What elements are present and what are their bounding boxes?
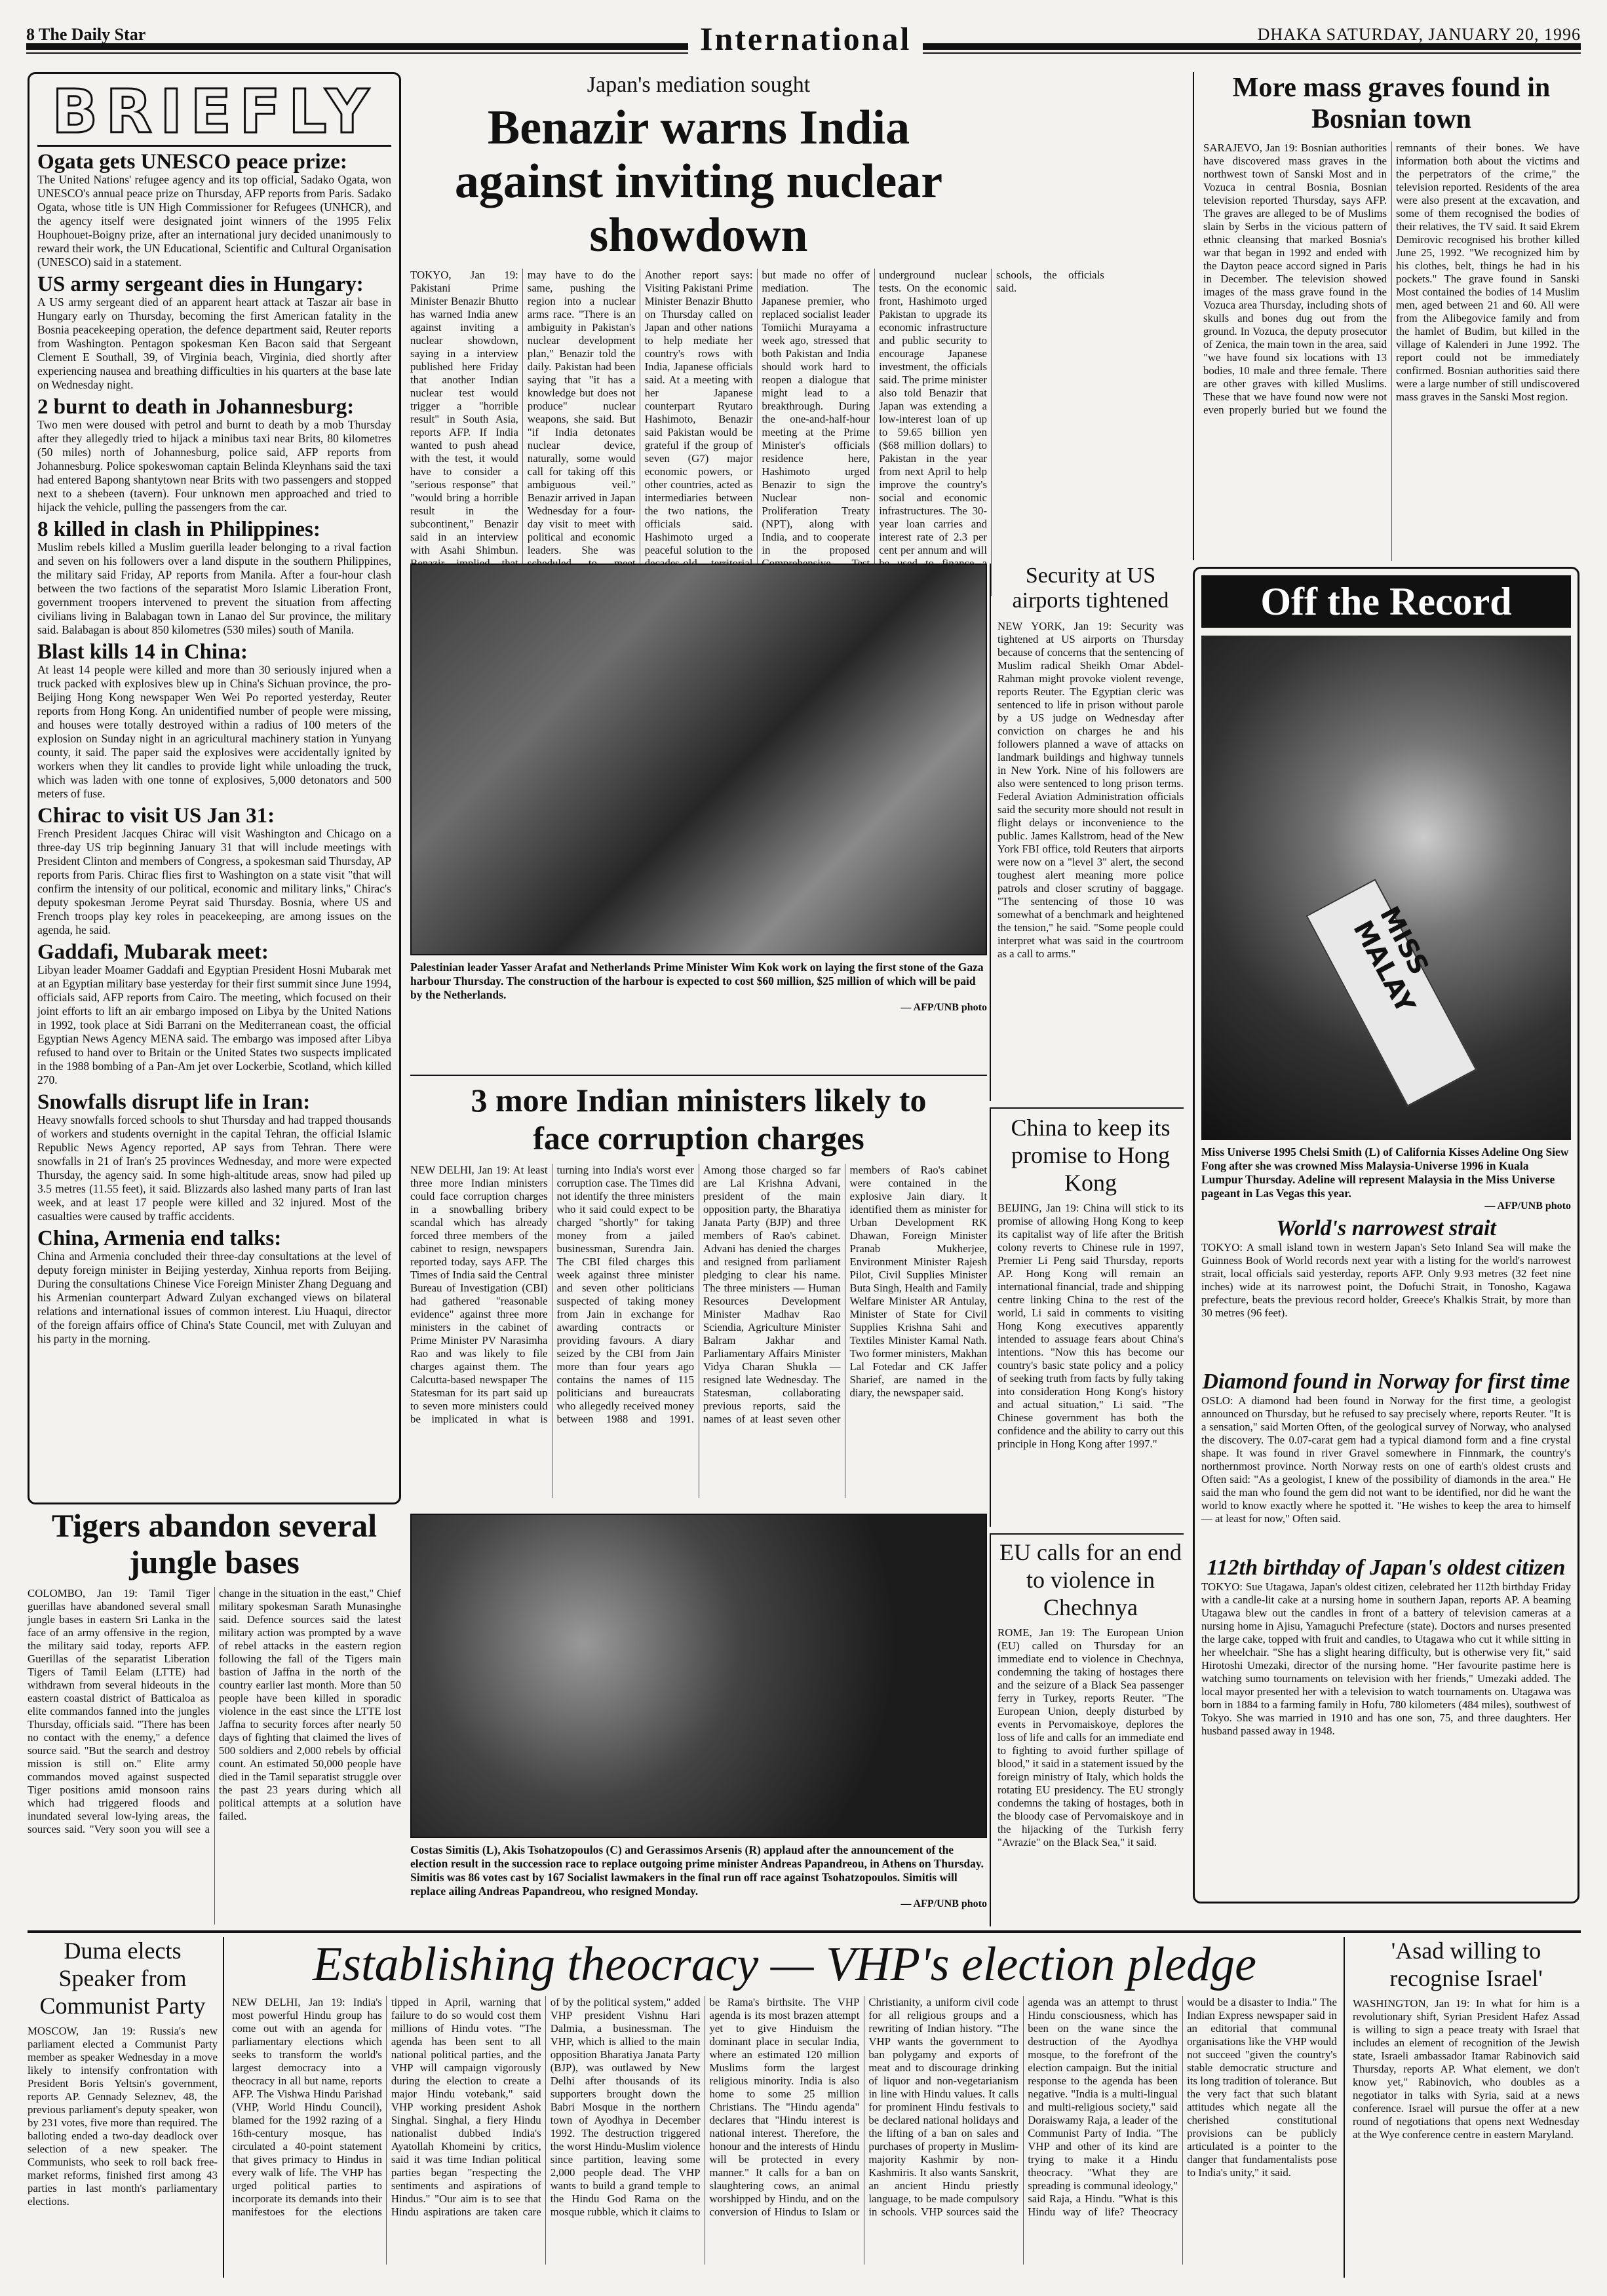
briefly-item-headline: China, Armenia end talks: — [37, 1227, 282, 1250]
citizen-body: TOKYO: Sue Utagawa, Japan's oldest citizen, celebrated her 112th birthday Friday with a candle-lit cake at a nursing home in southern Japan, reports AP. A beaming Utagawa blew out the candles in front of a battery of television cameras at a nursing home in Ajisu, Yamaguchi Prefecture (state). Doctors and nurses presented the large cake, topped with fruit and candles, to Utagawa who cut it while sitting in her wheelchair. "She has a slight hearing difficulty, but is otherwise very fit," said Hirotoshi Umezaki, director of the nursing home. "Her favourite pastime here is watching sumo tournaments on television with her friends," Umezaki added. The local mayor presented her with a television to watch tournaments on. Utagawa was born in 1884 to a farming family in Hofu, 780 kilometers (484 miles), southwest of Tokyo. She was married in 1910 and has one son, 75, and three daughters. Her husband passed away in 1948. — [1201, 1580, 1571, 1737]
miss-universe-credit: — AFP/UNB photo — [1484, 1200, 1571, 1212]
hongkong-headline: China to keep its promise to Hong Kong — [1011, 1115, 1171, 1196]
briefly-item-body: Heavy snowfalls forced schools to shut Thursday and had trapped thousands of workers and students overnight in the capital Tehran, the official Islamic Republic News Agency reported, AP says from Tehran. There were snowfalls in 21 of Iran's 25 provinces Wednesday, and more were expected Thursday, the agency said. In some high-altitude areas, snow had piled up 3.5 metres (11.55 feet), it said. Blizzards also lashed many parts of Iran last week, and at least 17 people were killed and 32 injured. Most of the casualties were caused by traffic accidents. — [37, 1113, 391, 1223]
chechnya-story — [990, 1533, 1184, 1926]
greece-photo — [410, 1514, 987, 1838]
strait-body: TOKYO: A small island town in western Japan's Seto Inland Sea will make the Guinness Book of World records next year with a listing for the world's narrowest strait, local officials said yesterday, reports AFP. Only 9.93 metres (32 feet nine inches) wide at its narrowest point, the Dofuchi Strait, in Tonosho, Kagawa prefecture, beats the previous record holder, Greece's Khalkis Strait, by more than 30 metres (96 feet). — [1201, 1241, 1571, 1319]
graves-body: SARAJEVO, Jan 19: Bosnian authorities have discovered mass graves in the northwest town of Sanski Most and in Vozuca in central Bosnia, Bosnian television reported Thursday, says AFP. The graves are alleged to be of Muslims slain by Serbs in the vicious pattern of ethnic cleansing that marked Bosnia's war that began in 1992 and ended with the Dayton peace accord signed in Paris in December. The television showed images of the mass grave found in the Vozuca area Thursday, including shots of skulls and bones dug out from the ground. In Vozuca, the deputy prosecutor of Zenica, the main town in the area, said "we have found six locations with 13 bodies, 10 male and three female. There are other graves with killed Muslims. These that we have found now were not even properly buried but we found the remnants of their bones. We have information both about the victims and the perpetrators of the crime," the television reported. Residents of the area were also present at the excavation, and some of them recognised the bodies of their relatives, the TV said. It said Ekrem Demirovic recognised his brother killed June 25, 1992. "We recognized him by his clothes, belt, things he had in his pockets." The grave found in Sanski Most contained the bodies of 14 Muslim men, aged between 21 and 60. All were from the Alibegovice family and from the hamlet of Budim, but killed in the village of Kalenderi in June 1992. The report could not be immediately confirmed. Bosnian authorities said there were a large number of still undiscovered mass graves in the Sanski Most region. — [1203, 142, 1579, 416]
security-story — [990, 564, 1184, 1101]
briefly-items — [37, 151, 391, 1494]
off-record-box — [1193, 567, 1579, 1904]
duma-story — [28, 1937, 218, 2278]
off-record-title: Off the Record — [1201, 575, 1571, 628]
graves-story — [1193, 72, 1579, 560]
strait-headline: World's narrowest strait — [1276, 1216, 1496, 1240]
briefly-item-headline: Ogata gets UNESCO peace prize: — [37, 150, 347, 174]
diamond-body: OSLO: A diamond had been found in Norway for the first time, a geologist announced on Thursday, but he refused to say precisely where, reports Reuter. "It is a sensation," said Morten Often, of the geological survey of Norway, who analysed the discovery. The 0.07-carat gem had a typical diamond form and a fine crystal shape. It was found in river Gravel somewhere in Finnmark, the country's northernmost province. North Norway rests on one of earth's oldest crusts and Often said: "As a geologist, I knew of the possibility of diamonds in the area." He said the man who found the gem did not want to be identified, nor did he want the world to know exactly where he spotted it. "He wishes to keep the area to himself — at least for now," Often said. — [1201, 1394, 1571, 1525]
greece-credit: — AFP/UNB photo — [900, 1898, 987, 1909]
duma-body: MOSCOW, Jan 19: Russia's new parliament elected a Communist Party member as speaker Wednesday in a move likely to intensify confrontation with President Boris Yeltsin's government, reports AP. Gennady Seleznev, 48, the previous parliament's deputy speaker, won by 231 votes, five more than required. The balloting ended a two-day deadlock over selection of a new speaker. The Communists, who seek to roll back free-market reforms, finished first among 43 parties in last month's parliamentary elections. — [28, 2025, 218, 2208]
graves-headline: More mass graves found in Bosnian town — [1232, 73, 1551, 134]
briefly-box — [28, 72, 401, 1504]
briefly-title: BRIEFLY — [37, 79, 391, 147]
briefly-item-body: China and Armenia concluded their three-day consultations at the level of deputy foreign minister in Beijing yesterday, Xinhua reports from Beijing. During the consultations Chinese Vice Foreign Minister Zhang Deguang and his Armenian counterpart Adward Zulyan exchanged views on bilateral relations and international issues of common interest. Liu Huaqui, director of the foreign affairs office of China's State Council, met with Zuluyan and his party in the morning. — [37, 1250, 391, 1345]
ministers-headline: 3 more Indian ministers likely to face corruption charges — [471, 1082, 927, 1157]
citizen-headline: 112th birthday of Japan's oldest citizen — [1207, 1556, 1566, 1580]
benazir-body: TOKYO, Jan 19: Pakistani Prime Minister Benazir Bhutto has warned India anew against inviting a nuclear showdown, saying in a interview published here Friday that another Indian nuclear test would trigger a "horrible result" in South Asia, reports AFP. If India wanted to push ahead with the test, it would have to consider a "serious response" that "would bring a horrible result in the subcontinent," Benazir said in an interview with Asahi Shimbun. may have to do the same, pushing the region into a nuclear arms race. "There is an ambiguity in Pakistan's nuclear development plan," Benazir told the daily. Pakistan had been saying that "it has a knowledge but does not produce" nuclear weapons, she said. But "if India detonates nuclear device, naturally, some would call for taking off this ambiguous veil." Benazir arrived in Japan Wednesday for a four-day visit to meet with political and economic leaders. She was Another report says: Visiting Pakistani Prime Minister Benazir Bhutto on Thursday called on Japan and other nations to help mediate her country's rows with India, Japanese officials said. At a meeting with her Japanese counterpart Ryutaro Hashimoto, Benazir said Pakistan would be grateful if the group of seven (G7) major economic powers, or other countries, acted as intermediaries between the two nations, the officials said. Hashimoto urged a peaceful solution to the but made no offer of mediation. The Japanese premier, who replaced socialist leader Tomiichi Murayama a week ago, stressed that both Pakistan and India should work hard to reopen a dialogue that might lead to a breakthrough. During the one-and-half-hour meeting at the Prime Minister's officials residence here, Hashimoto urged Benazir to sign the Nuclear non-Proliferation Treaty (NPT), along with India, and to cooperate in the proposed underground nuclear tests. On the economic front, Hashimoto urged Pakistan to upgrade its economic infrastructure and public security to encourage Japanese investment, the officials said. The prime minister also told Benazir that Japan was extending a low-interest loan of up to 59.65 billion yen ($68 million dollars) to Pakistan in the year from next April to help improve the country's social and economic infrastructures. The 30-year loan carries and interest rate of 2.3 per cent per annum and will schools, the officials said. — [410, 269, 1104, 556]
briefly-item-body: French President Jacques Chirac will visit Washington and Chicago on a three-day US trip beginning January 31 that will include meetings with President Clinton and members of Congress, a spokesman said Thursday, AP reports from Paris. Chirac flies first to Washington on a state visit "that will confirm the intensity of our political, economic and military links," Chirac's deputy spokesman Jerome Peyrat said Thursday. Bosnia, where US and French troops play key roles in peacekeeping, are among issues on the agenda, he said. — [37, 827, 391, 936]
duma-headline: Duma elects Speaker from Communist Party — [39, 1938, 206, 2019]
briefly-item-headline: 8 killed in clash in Philippines: — [37, 518, 320, 541]
briefly-item-headline: Snowfalls disrupt life in Iran: — [37, 1090, 311, 1114]
chechnya-body: ROME, Jan 19: The European Union (EU) called on Thursday for an immediate end to violence in Chechnya, condemning the taking of hostages there and the seizure of a Black Sea passenger ferry in Turkey, reports Reuter. "The European Union, deeply disturbed by events in Pervomaiskoye, deplores the loss of life and calls for an immediate end to fighting to avoid further spillage of blood," it said in a statement issued by the foreign ministry of Italy, which holds the rotating EU presidency. The EU strongly condemns the taking of hostages, both in the bloody case of Pervomaiskoye and in the hijacking of the Turkish ferry "Avrazie" on the Black Sea," it said. — [997, 1626, 1184, 1848]
briefly-item-body: Muslim rebels killed a Muslim guerilla leader belonging to a rival faction and seven on his followers over a land dispute in the southern Philippines, the military said Friday, AP reports from Manila. After a four-hour clash between the two factions of the separatist Moro Islamic Liberation Front, government troopers intervened to prevent the situation from affecting civilians living in Balabagan town in Lanao del Sur province, the military said. Balabagan is about 850 kilometres (530 miles) south of Manila. — [37, 541, 391, 636]
briefly-item-headline: Chirac to visit US Jan 31: — [37, 804, 275, 828]
asad-body: WASHINGTON, Jan 19: In what for him is a revolutionary shift, Syrian President Hafez Assad is willing to sign a peace treaty with Israel that includes an element of recognition of the Jewish state, Israeli ambassador Itamar Rabinovich said Thursday, reports AP. What element, we don't know yet," Rabinovich, who doubles as a negotiator in talks with Syria, said at a news conference. Israel will pursue the offer at a new round of negotiations that opens next Wednesday at the Wye conference centre in eastern Maryland. — [1353, 1997, 1579, 2141]
briefly-item-body: A US army sergeant died of an apparent heart attack at Taszar air base in Hungary early on Thursday, becoming the first American fatality in the Bosnia peacekeeping operation, the defence department said, Reuter reports from Washington. Pentagon spokesman Ken Bacon said that Sergeant Clement E Southall, 39, of Virginia beach, Virginia, died shortly after experiencing nausea and breathing difficulties in his quarters at the base late on Wednesday night. — [37, 296, 391, 391]
section-title: International — [688, 20, 923, 58]
bottom-divider — [28, 1930, 1581, 1933]
security-headline: Security at US airports tightened — [1012, 564, 1169, 613]
benazir-story — [410, 72, 1104, 557]
miss-universe-photo — [1201, 636, 1571, 1140]
vhp-headline: Establishing theocracy — VHP's election pledge — [312, 1938, 1256, 1991]
briefly-item-body: Two men were doused with petrol and burnt to death by a mob Thursday after they allegedly tried to hijack a minibus taxi near Brits, 80 kilometres (50 miles) north of Johannesburg, police said, AFP reports from Johannesburg. Police spokeswoman captain Belinda Kleynhans said the taxi had entered Bapong shantytown near Brits with two passengers and stopped next to a shebeen (tavern). Four unknown men approached and tried to hijack the vehicle, pulling the passengers from the car. — [37, 418, 391, 514]
chechnya-headline: EU calls for an end to violence in Chechnya — [999, 1539, 1182, 1620]
ministers-body: NEW DELHI, Jan 19: At least three more Indian ministers could face corruption charges in a snowballing bribery scandal which has already forced three members of the cabinet to resign, newspapers reported today, says AFP. The Times of India said the Central Bureau of Investigation (CBI) had gathered "reasonable evidence" against three more ministers in the cabinet of Prime Minister PV Narasimha Rao and was likely to file charges against them. The Calcutta-based newspaper The Statesman for its part said up to seven more ministers could be implicated in what is turning into India's worst ever corruption case. The Times did not identify the three ministers who it said could expect to be charged "shortly" for taking money from a jailed businessman, Surendra Jain. The CBI filed charges this week against three minister and seven other politicians suspected of taking money from Jain in exchange for awarding contracts or providing favours. A diary seized by the CBI from Jain more than four years ago contains the names of 115 politicians and bureaucrats who allegedly received money between 1988 and 1991. Among those charged so far are Lal Krishna Advani, president of the main opposition party, the Bharatiya Janata Party (BJP) and three members of Rao's cabinet. Advani has denied the charges and resigned from parliament pledging to clear his name. The three ministers — Human Resources Development Minister Madhav Rao Sciendia, Agriculture Minister Balram Jakhar and Parliamentary Affairs Minister Vidya Charan Shukla — resigned late Wednesday. The Statesman, collaborating previous reports, said the names of at least seven other members of Rao's cabinet were contained in the explosive Jain diary. It identified them as minister for Urban Development RK Dhawan, Foreign Minister Pranab Mukherjee, Environment Minister Rajesh Pilot, Civil Supplies Minister Buta Singh, Health and Family Welfare Minister AR Antulay, Minister of State for Civil Supplies Krishna Sahi and Textiles Minister Kamal Nath. Two former ministers, Makhan Lal Fotedar and CK Jaffer Sharief, are named in the diary, the newspaper said. — [410, 1164, 987, 1425]
miss-universe-caption: Miss Universe 1995 Chelsi Smith (L) of California Kisses Adeline Ong Siew Fong after she was crowned Miss Malaysia-Universe 1996 in Kuala Lumpur Thursday. Adeline will represent Malaysia in the Miss Universe pageant in Las Vegas this year. — [1201, 1145, 1569, 1200]
briefly-item-headline: 2 burnt to death in Johannesburg: — [37, 395, 355, 419]
benazir-kicker: Japan's mediation sought — [587, 73, 811, 97]
page-label: 8 The Daily Star — [26, 25, 146, 44]
vhp-story — [223, 1937, 1337, 2278]
arafat-caption: Palestinian leader Yasser Arafat and Netherlands Prime Minister Wim Kok work on laying the first stone of the Gaza harbour Thursday. The construction of the harbour is expected to cost $60 million, $25 million of which will be paid by the Netherlands. — [410, 961, 984, 1001]
briefly-item-body: Libyan leader Moamer Gaddafi and Egyptian President Hosni Mubarak met at an Egyptian military base yesterday for their first summit since June 1994, officials said, AFP reports from Cairo. The meeting, which focused on their joint efforts to lift an air embargo imposed on Libya by the United Nations in 1992, took place at Sidi Barrani on the Mediterranean coast, the official Egyptian News Agency MENA said. The embargo was imposed after Libya refused to hand over to Britain or the United States two suspects implicated in the 1988 bombing of a Pan-Am jet over Lockerbie, Scotland, which killed 270. — [37, 963, 391, 1086]
greece-caption: Costas Simitis (L), Akis Tsohatzopoulos (C) and Gerassimos Arsenis (R) applaud after the announcement of the election result in the succession race to replace outgoing prime minister Andreas Papandreou, in Athens on Thursday. Simitis was 86 votes cast by 167 Socialist lawmakers in the final run off race against Tsohatzopoulos. Simitis will replace ailing Andreas Papandreou, who resigned Monday. — [410, 1843, 984, 1898]
ministers-story — [410, 1075, 987, 1507]
diamond-headline: Diamond found in Norway for first time — [1202, 1369, 1570, 1394]
briefly-item-body: At least 14 people were killed and more than 30 seriously injured when a truck packed with explosives blew up in China's Sichuan province, the pro-Beijing Hong Kong newspaper Wen Wei Po reported yesterday, Reuter reports from Hong Kong. An unidentified number of people were missing, and houses were totally destroyed within a radius of 100 meters of the explosion on Sunday night in an agricultural machinery station in Yunyang county, it said. The paper said the explosives were accidentally ignited by workers when they lit candles to provide light while unloading the truck, which was laden with one tonne of explosives, 5,000 detonators and 500 meters of fuse. — [37, 663, 391, 800]
vhp-body: NEW DELHI, Jan 19: India's most powerful Hindu group has come out with an agenda for parliamentary elections which seeks to transform the world's largest democracy into a theocracy in all but name, reports AFP. The Vishwa Hindu Parishad (VHP, World Hindu Council), blamed for the 1992 razing of a 16th-century mosque, has circulated a 40-point statement that gives primacy to Hindus in every walk of life. The VHP has urged political parties to incorporate its demands into their manifestoes for the elections tipped in April, warning that failure to do so would cost them millions of Hindu votes. "The agenda has been sent to all national political parties, and the VHP will campaign vigorously during the election to create a major Hindu votebank," said VHP working president Ashok Singhal. Singhal, a fiery Hindu nationalist dubbed India's Ayatollah Khomeini by critics, said it was time Indian political parties began "respecting the sentiments and aspirations of Hindus." "Our aim is to see that Hindu aspirations are taken care of by the political system," added VHP president Vishnu Hari Dalmia, a businessman. The VHP, which is allied to the main opposition Bharatiya Janata Party (BJP), was outlawed by New Delhi after thousands of its supporters brought down the Babri Mosque in the northern town of Ayodhya in December 1992. The destruction triggered the worst Hindu-Muslim violence since partition, leaving some 2,000 people dead. The VHP wants to build a grand temple to the Hindu God Rama on the mosque rubble, which it claims to be Rama's birthsite. The VHP agenda is its most brazen attempt yet to give Hinduism the dominant place in secular India, where an estimated 120 million Muslims form the largest religious minority. India is also home to some 25 million Christians. The "Hindu agenda" declares that "Hindu interest is national interest. Therefore, the honour and the interests of Hindu will be protected in every manner." It calls for a ban on slaughtering cows, an animal worshipped by Hindu, and on the conversion of Hindus to Islam or Christianity, a uniform civil code for all religious groups and a rewriting of Indian history. "The VHP wants the government to ban polygamy and exports of meat and to discourage drinking of liquor and non-vegetarianism in line with Hindu values. It calls for prominent Hindu festivals to be declared national holidays and the lifting of a ban on sales and purchases of property in Muslim-majority Kashmir by non-Kashmiris. It also wants Sanskrit, an ancient Hindu priestly language, to be made compulsory in schools. VHP sources said the agenda was an attempt to thrust Hindu consciousness, which has been on the wane since the destruction of the Ayodhya mosque, to the forefront of the election campaign. But the initial response to the agenda has been negative. "India is a multi-lingual and multi-religious society," said Doraiswamy Raja, a leader of the Communist Party of India. "The VHP and other of its kind are trying to make it a Hindu theocracy. "What they are spreading is communal ideology," said Raja, a Hindu. "What is this Hindu way of life? Theocracy would be a disaster to India." The Indian Express newspaper said in an editorial that communal organisations like the VHP would not succeed "given the country's stable democratic structure and its long tradition of tolerance. But the very fact that such blatant attitudes which negate all the cherished constitutional provisions can be publicly articulated is a pointer to the danger that fundamentalists pose to India's unity," it said. — [232, 1996, 1337, 2218]
tigers-story — [28, 1507, 401, 1926]
dateline: DHAKA SATURDAY, JANUARY 20, 1996 — [1257, 25, 1581, 44]
arafat-photo — [410, 564, 987, 955]
security-body: NEW YORK, Jan 19: Security was tightened at US airports on Thursday because of concerns that the sentencing of Muslim radical Sheikh Omar Abdel-Rahman might provoke violent revenge, reports Reuter. The Egyptian cleric was sentenced to life in prison without parole by a US judge on Wednesday after conviction on charges he and his followers planned a wave of attacks on landmark buildings and highway tunnels in New York. Nine of his followers are also were sentenced to long prison terms. Federal Aviation Administration officials said the security more should not result in flight delays or inconvenience to the public. James Kallstrom, head of the New York FBI office, told Reuters that airports were now on a "level 3" alert, the second toughest alert meaning more police patrols and closer scrutiny of baggage. "The sentencing of those 10 was somewhat of a benchmark and heightened the tension," he said. "Some people could interpret what was said in the courtroom as a call to arms." — [997, 620, 1184, 960]
arafat-photo-block — [410, 564, 987, 1062]
masthead — [26, 20, 1581, 59]
sash-text: MISS MALAY — [1347, 902, 1435, 1018]
hongkong-body: BEIJING, Jan 19: China will stick to its promise of allowing Hong Kong to keep its capitalist way of life after the British colony reverts to Chinese rule in 1997, Premier Li Peng said Thursday, reports AP. Hong Kong will remain an international financial, trade and shipping centre linking China to the rest of the world, Li said in comments to visiting Hong Kong executives apparently intended to assuage fears about China's intentions. "Now this has become our country's basic state policy and a policy of seeking truth from facts by fully taking into consideration Hong Kong's history and actual situation," Li said. "The Chinese government has both the confidence and the ability to carry out this principle in Hong Kong after 1997." — [997, 1202, 1184, 1450]
arafat-credit: — AFP/UNB photo — [900, 1002, 987, 1013]
asad-headline: 'Asad willing to recognise Israel' — [1389, 1938, 1543, 1991]
briefly-item-body: The United Nations' refugee agency and its top official, Sadako Ogata, won UNESCO's annual peace prize on Thursday, AFP reports from Paris. Sadako Ogata, whose title is UN High Commissioner for Refugees (UNHCR), and the agency itself were designated joint winners of the 1995 Felix Houphouet-Boigny prize, after an international jury decided unanimously to reward their work, the UN Educational, Scientific and Cultural Organisation (UNESCO) said in a statement. — [37, 173, 391, 269]
briefly-item-headline: US army sergeant dies in Hungary: — [37, 273, 364, 296]
tigers-body: COLOMBO, Jan 19: Tamil Tiger guerillas have abandoned several small jungle bases in eastern Sri Lanka in the face of an army offensive in the region, the military said today, reports AFP. Guerillas of the separatist Liberation Tigers of Tamil Eelam (LTTE) had withdrawn from several hideouts in the eastern coastal district of Batticaloa as elite commandos fanned into the jungles Thursday, officials said. "There has been no contact with the enemy," a defence source said. "But the search and destroy mission is still on." Elite army commandos moved against suspected Tiger positions amid monsoon rains which had triggered floods and inundated several low-lying areas, the sources said. "Very soon you will see a change in the situation in the east," Chief military spokesman Sarath Munasinghe said. Defence sources said the latest military action was prompted by a wave of rebel attacks in the eastern region following the fall of the Tigers main bastion of Jaffna in the north of the country earlier last month. More than 50 people have been killed in sporadic violence in the east since the LTTE lost Jaffna to security forces after nearly 50 days of fighting that claimed the lives of 500 soldiers and 2,000 rebels by official count. An estimated 50,000 people have died in the Tamil separatist struggle over the past 23 years during which all political attempts at a solution have failed. — [28, 1587, 401, 1835]
briefly-item-headline: Gaddafi, Mubarak meet: — [37, 940, 269, 964]
tigers-headline: Tigers abandon several jungle bases — [51, 1507, 378, 1580]
greece-photo-block — [410, 1514, 987, 1926]
briefly-item-headline: Blast kills 14 in China: — [37, 640, 248, 664]
benazir-headline: Benazir warns India against inviting nuclear showdown — [454, 101, 943, 262]
asad-story — [1344, 1937, 1579, 2278]
hongkong-story — [990, 1107, 1184, 1527]
